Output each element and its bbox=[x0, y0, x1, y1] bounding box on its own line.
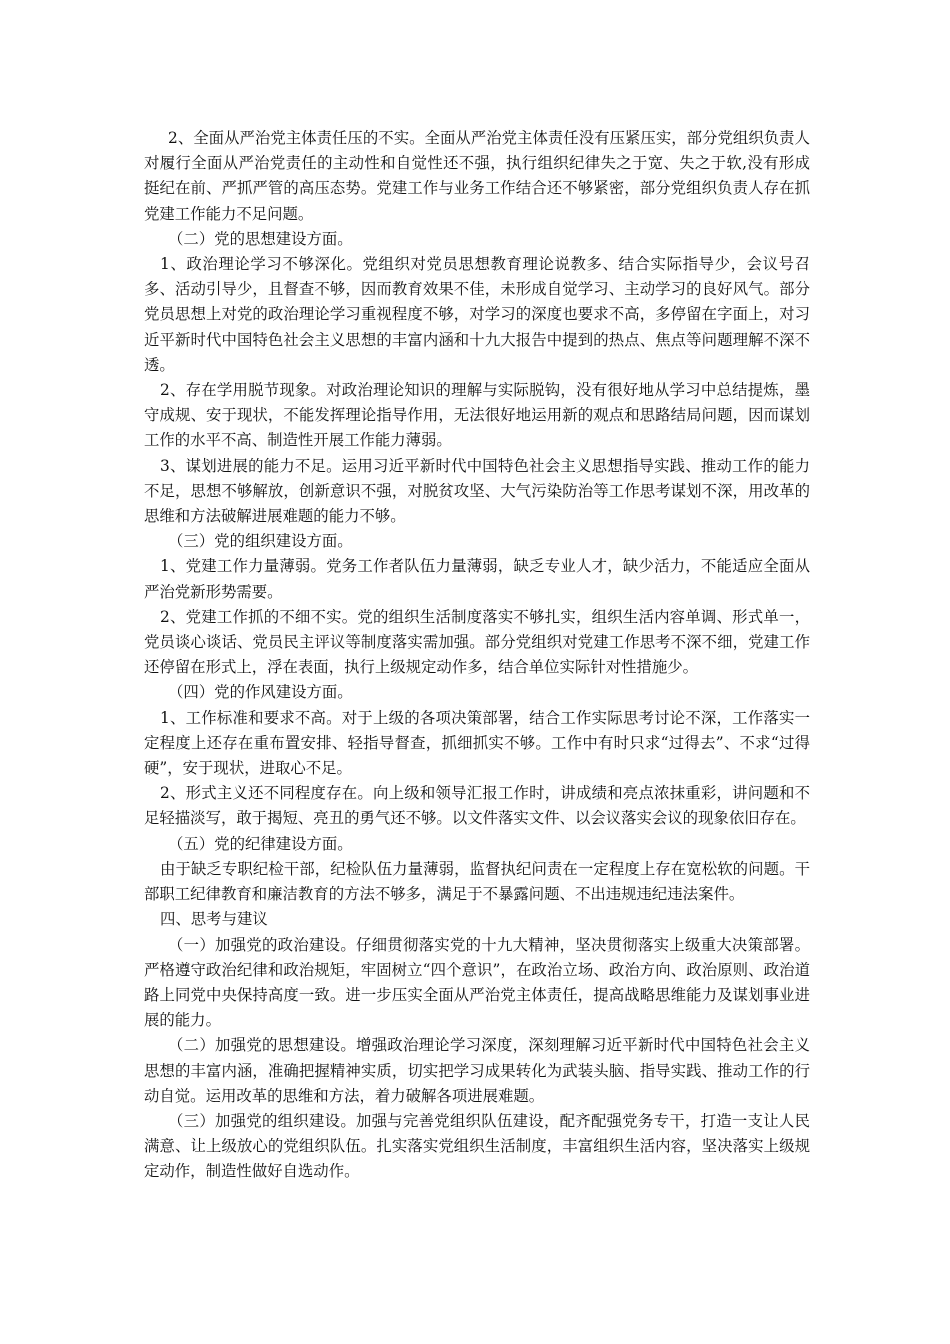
document-page bbox=[144, 126, 810, 1185]
paragraph: 由于缺乏专职纪检干部，纪检队伍力量薄弱，监督执纪问责在一定程度上存在宽松软的问题。干部职工纪律教育和廉洁教育的方法不够多，满足于不暴露问题、不出违规违纪违法案件。 bbox=[144, 859, 810, 904]
paragraph: （一）加强党的政治建设。仔细贯彻落实党的十九大精神，坚决贯彻落实上级重大决策部署。严格遵守政治纪律和政治规矩，牢固树立“四个意识”，在政治立场、政治方向、政治原则、政治道路上同党中央保持高度一致。进一步压实全面从严治党主体责任，提高战略思维能力及谋划事业进展的能力。 bbox=[144, 935, 810, 1030]
section-heading: （二）党的思想建设方面。 bbox=[168, 229, 353, 248]
paragraph: 1、党建工作力量薄弱。党务工作者队伍力量薄弱，缺乏专业人才，缺少活力，不能适应全面从严治党新形势需要。 bbox=[144, 557, 810, 601]
section-heading: （四）党的作风建设方面。 bbox=[168, 683, 353, 702]
section-heading: （三）党的组织建设方面。 bbox=[168, 532, 353, 551]
paragraph: 2、全面从严治党主体责任压的不实。全面从严治党主体责任没有压紧压实，部分党组织负责人对履行全面从严治党责任的主动性和自觉性还不强，执行组织纪律失之于宽、失之于软,没有形成挺纪在前、严抓严管的高压态势。党建工作与业务工作结合还不够紧密，部分党组织负责人存在抓党建工作能力不足问题。 bbox=[144, 129, 810, 223]
paragraph: 1、工作标准和要求不高。对于上级的各项决策部署，结合工作实际思考讨论不深，工作落实一定程度上还存在重布置安排、轻指导督查，抓细抓实不够。工作中有时只求“过得去”、不求“过得硬”，安于现状，进取心不足。 bbox=[144, 708, 810, 778]
paragraph: 2、存在学用脱节现象。对政治理论知识的理解与实际脱钩，没有很好地从学习中总结提炼，墨守成规、安于现状，不能发挥理论指导作用，无法很好地运用新的观点和思路结局问题，因而谋划工作的水平不高、制造性开展工作能力薄弱。 bbox=[144, 381, 810, 450]
paragraph: 1、政治理论学习不够深化。党组织对党员思想教育理论说教多、结合实际指导少，会议号召多、活动引导少，且督查不够，因而教育效果不佳，未形成自觉学习、主动学习的良好风气。部分党员思想上对党的政治理论学习重视程度不够，对学习的深度也要求不高，多停留在字面上，对习近平新时代中国特色社会主义思想的丰富内涵和十九大报告中提到的热点、焦点等问题理解不深不透。 bbox=[144, 255, 810, 374]
paragraph: 2、党建工作抓的不细不实。党的组织生活制度落实不够扎实，组织生活内容单调、形式单一，党员谈心谈话、党员民主评议等制度落实需加强。部分党组织对党建工作思考不深不细，党建工作还停留在形式上，浮在表面，执行上级规定动作多，结合单位实际针对性措施少。 bbox=[144, 607, 810, 677]
paragraph: （三）加强党的组织建设。加强与完善党组织队伍建设，配齐配强党务专干，打造一支让人民满意、让上级放心的党组织队伍。扎实落实党组织生活制度，丰富组织生活内容，坚决落实上级规定动作，制造性做好自选动作。 bbox=[144, 1111, 810, 1181]
paragraph: 2、形式主义还不同程度存在。向上级和领导汇报工作时，讲成绩和亮点浓抹重彩，讲问题和不足轻描淡写，敢于揭短、亮丑的勇气还不够。以文件落实文件、以会议落实会议的现象依旧存在。 bbox=[144, 784, 810, 828]
chapter-heading: 四、思考与建议 bbox=[160, 910, 268, 929]
section-heading: （五）党的纪律建设方面。 bbox=[168, 834, 353, 853]
paragraph: （二）加强党的思想建设。增强政治理论学习深度，深刻理解习近平新时代中国特色社会主义思想的丰富内涵，准确把握精神实质，切实把学习成果转化为武装头脑、指导实践、推动工作的行动自觉。运用改革的思维和方法，着力破解各项进展难题。 bbox=[144, 1036, 810, 1105]
paragraph: 3、谋划进展的能力不足。运用习近平新时代中国特色社会主义思想指导实践、推动工作的能力不足，思想不够解放，创新意识不强，对脱贫攻坚、大气污染防治等工作思考谋划不深，用改革的思维和方法破解进展难题的能力不够。 bbox=[144, 456, 810, 526]
